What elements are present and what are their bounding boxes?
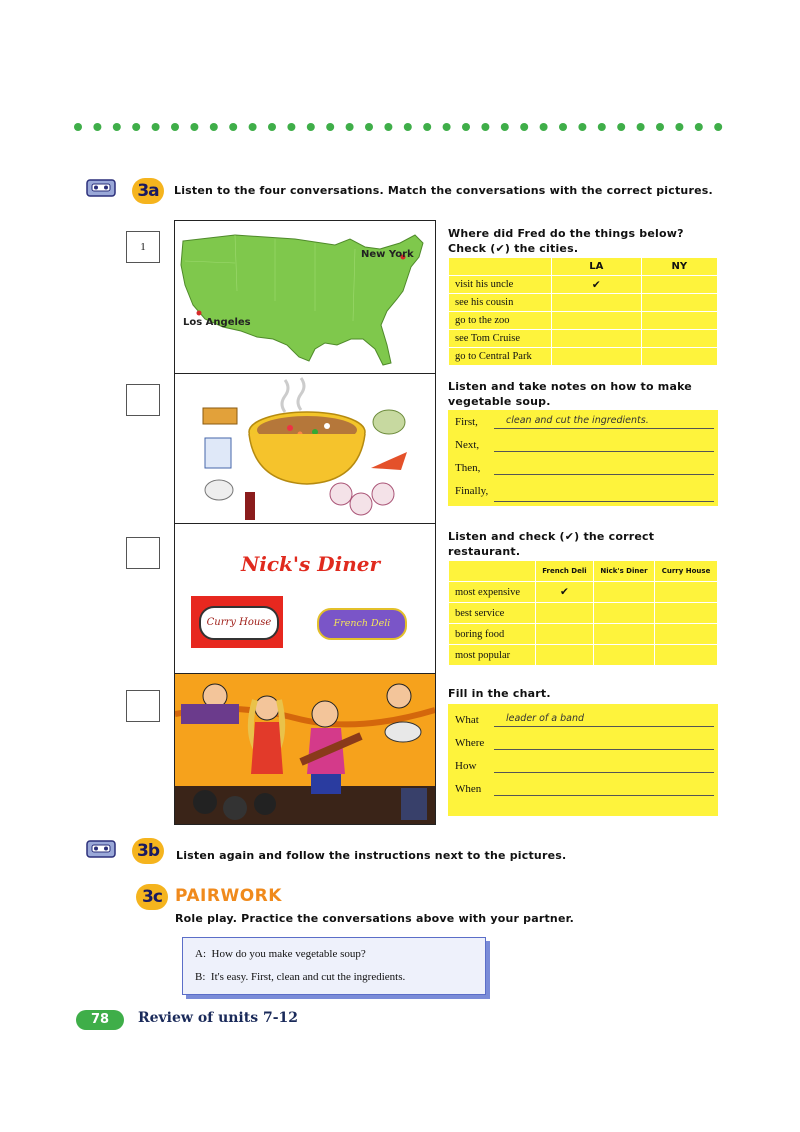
new-york-label: New York [361, 249, 414, 260]
ny-check-cell[interactable] [641, 330, 717, 348]
cities-col-ny: NY [641, 258, 717, 276]
answer-box-3[interactable] [126, 537, 160, 569]
cassette-tape-icon [86, 179, 116, 197]
divider-dot [501, 123, 509, 131]
rest-check-cell[interactable] [593, 582, 654, 603]
divider-dot [74, 123, 82, 131]
divider-dot [365, 123, 373, 131]
dialogue-speaker: A: [195, 948, 206, 960]
rest-check-cell[interactable] [655, 624, 718, 645]
table-row [449, 330, 718, 348]
rest-item: best service [449, 603, 536, 624]
chart-row [448, 731, 718, 754]
divider-dot [249, 123, 257, 131]
dialogue-line [195, 948, 366, 960]
rest-check-cell[interactable] [655, 645, 718, 666]
chart-line[interactable] [494, 795, 714, 796]
soup-graphic [175, 374, 435, 524]
answer-box-2[interactable] [126, 384, 160, 416]
notes-label: Finally, [455, 485, 489, 497]
nicks-diner-sign: Nick's Diner [241, 552, 381, 576]
vegetable-soup-picture [174, 373, 436, 525]
table-row [449, 276, 718, 294]
divider-dot [443, 123, 451, 131]
restaurant-table [448, 560, 718, 666]
ny-check-cell[interactable] [641, 348, 717, 366]
chart-line[interactable] [494, 726, 714, 727]
notes-line[interactable] [494, 428, 714, 429]
chart-line[interactable] [494, 749, 714, 750]
divider-dot [229, 123, 237, 131]
table-row [449, 624, 718, 645]
rest-col-curry-house: Curry House [655, 561, 718, 582]
chart-label: Where [455, 737, 485, 749]
dialogue-box [182, 937, 486, 995]
section-badge-3b: 3b [132, 838, 164, 864]
section-3c-instruction: Role play. Practice the conversations above with your partner. [175, 912, 575, 925]
pairwork-title: PAIRWORK [175, 886, 282, 906]
divider-dot [695, 123, 703, 131]
ny-check-cell[interactable] [641, 294, 717, 312]
cities-table [448, 257, 718, 366]
dialogue-line [195, 971, 405, 983]
divider-dot [268, 123, 276, 131]
rest-check-cell[interactable] [593, 603, 654, 624]
divider-dot [404, 123, 412, 131]
dialogue-speaker: B: [195, 971, 206, 983]
divider-dot [559, 123, 567, 131]
page-number-badge: 78 [76, 1010, 124, 1030]
chart-label: What [455, 714, 479, 726]
rest-col-nicks-diner: Nick's Diner [593, 561, 654, 582]
divider-dot [287, 123, 295, 131]
french-deli-sign: French Deli [317, 608, 407, 640]
divider-dot [210, 123, 218, 131]
section-3b-instruction: Listen again and follow the instructions next to the pictures. [176, 849, 567, 862]
rest-check-cell[interactable]: ✔ [536, 582, 594, 603]
notes-row [448, 433, 718, 456]
notes-row [448, 479, 718, 506]
rest-check-cell[interactable] [536, 645, 594, 666]
rest-check-cell[interactable] [593, 645, 654, 666]
chart-label: How [455, 760, 477, 772]
divider-dot [171, 123, 179, 131]
soup-notes-box [448, 410, 718, 506]
divider-dot [190, 123, 198, 131]
cities-item: see his cousin [449, 294, 552, 312]
notes-line[interactable] [494, 501, 714, 502]
los-angeles-label: Los Angeles [183, 317, 251, 328]
divider-dot [598, 123, 606, 131]
divider-dot [637, 123, 645, 131]
band-graphic [175, 674, 435, 824]
table-row [449, 582, 718, 603]
cities-item: visit his uncle [449, 276, 552, 294]
section-3a-instruction: Listen to the four conversations. Match the conversations with the correct pictures. [174, 184, 713, 197]
task2-instruction: Listen and take notes on how to make vegetable soup. [448, 380, 692, 408]
table-row [449, 348, 718, 366]
rest-check-cell[interactable] [536, 603, 594, 624]
divider-dot [384, 123, 392, 131]
la-check-cell[interactable] [552, 330, 642, 348]
notes-line[interactable] [494, 451, 714, 452]
cities-item: go to Central Park [449, 348, 552, 366]
ny-check-cell[interactable] [641, 312, 717, 330]
rest-check-cell[interactable] [655, 603, 718, 624]
notes-label: Then, [455, 462, 481, 474]
los-angeles-marker [197, 311, 202, 316]
band-concert-picture [174, 673, 436, 825]
cities-col-la: LA [552, 258, 642, 276]
divider-dot [714, 123, 722, 131]
chart-row [448, 777, 718, 800]
divider-dot [462, 123, 470, 131]
section-badge-3a: 3a [132, 178, 164, 204]
rest-col-french-deli: French Deli [536, 561, 594, 582]
cities-item: see Tom Cruise [449, 330, 552, 348]
section-badge-3c: 3c [136, 884, 168, 910]
divider-dot [481, 123, 489, 131]
table-row [449, 312, 718, 330]
usa-map-picture [174, 220, 436, 375]
rest-item: most popular [449, 645, 536, 666]
divider-dot [326, 123, 334, 131]
band-chart-box [448, 704, 718, 816]
rest-check-cell[interactable] [536, 624, 594, 645]
rest-check-cell[interactable] [593, 624, 654, 645]
divider-dot [520, 123, 528, 131]
divider-dot [307, 123, 315, 131]
divider-dot [346, 123, 354, 131]
cassette-tape-icon [86, 840, 116, 858]
task1-instruction: Where did Fred do the things below? Check (✔) the cities. [448, 227, 684, 255]
divider-dot [152, 123, 160, 131]
rest-check-cell[interactable] [655, 582, 718, 603]
divider-dot [113, 123, 121, 131]
cities-item: go to the zoo [449, 312, 552, 330]
dialogue-text: It's easy. First, clean and cut the ingredients. [210, 971, 406, 983]
answer-box-4[interactable] [126, 690, 160, 722]
la-check-cell[interactable] [552, 294, 642, 312]
dialogue-text: How do you make vegetable soup? [211, 948, 366, 960]
divider-dot [540, 123, 548, 131]
table-row [449, 603, 718, 624]
answer-box-1[interactable]: 1 [126, 231, 160, 263]
chart-answer: leader of a band [506, 713, 585, 724]
chart-label: When [455, 783, 482, 795]
chart-row [448, 754, 718, 777]
table-row [449, 294, 718, 312]
divider-dot [675, 123, 683, 131]
task4-instruction: Fill in the chart. [448, 687, 551, 700]
notes-line[interactable] [494, 474, 714, 475]
notes-label: First, [455, 416, 478, 428]
footer-title: Review of units 7-12 [138, 1010, 298, 1026]
rest-col-blank [449, 561, 536, 582]
rest-item: boring food [449, 624, 536, 645]
notes-row [448, 410, 718, 433]
la-check-cell[interactable] [552, 312, 642, 330]
curry-house-label: Curry House [199, 606, 279, 640]
divider-dot [132, 123, 140, 131]
usa-map-graphic [175, 221, 435, 374]
restaurant-signs-picture [174, 523, 436, 675]
divider-dot [93, 123, 101, 131]
task3-instruction: Listen and check (✔) the correct restaurant. [448, 530, 655, 558]
divider-dot [656, 123, 664, 131]
chart-row [448, 708, 718, 731]
table-row [449, 645, 718, 666]
curry-house-sign [191, 596, 283, 648]
la-check-cell[interactable] [552, 348, 642, 366]
cities-col-blank [449, 258, 552, 276]
dotted-divider [72, 120, 732, 134]
rest-item: most expensive [449, 582, 536, 603]
notes-row [448, 456, 718, 479]
divider-dot [617, 123, 625, 131]
la-check-cell[interactable]: ✔ [552, 276, 642, 294]
chart-line[interactable] [494, 772, 714, 773]
divider-dot [423, 123, 431, 131]
ny-check-cell[interactable] [641, 276, 717, 294]
divider-dot [578, 123, 586, 131]
notes-label: Next, [455, 439, 480, 451]
notes-answer: clean and cut the ingredients. [506, 415, 649, 426]
